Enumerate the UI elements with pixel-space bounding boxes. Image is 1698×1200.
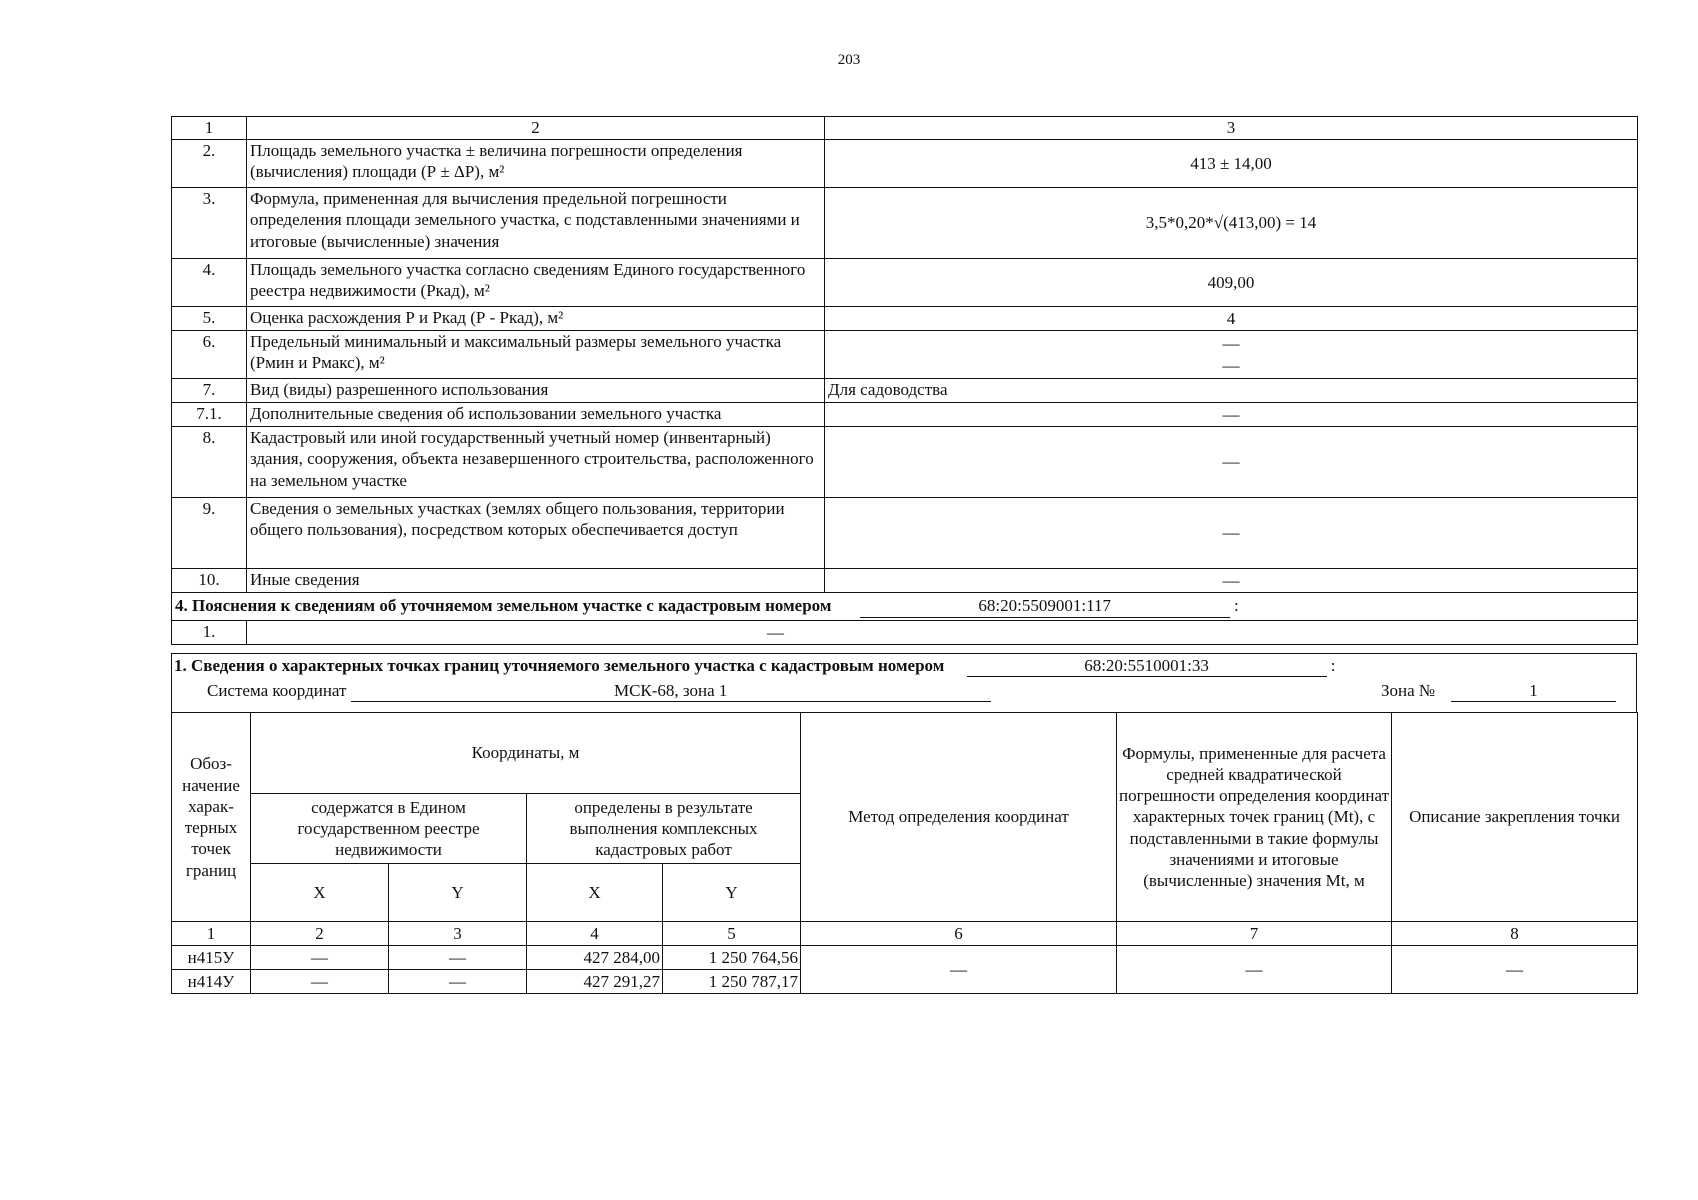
row-value: 4	[825, 307, 1638, 331]
x-header: X	[251, 864, 389, 922]
row-value: —	[825, 427, 1638, 498]
row-number: 9.	[172, 498, 247, 569]
row-value: 409,00	[825, 259, 1638, 307]
row-value: —	[825, 569, 1638, 593]
row-label: Сведения о земельных участках (землях общего пользования, территории общего пользования), посредством которых обеспечивается доступ	[247, 498, 825, 569]
row-number: 5.	[172, 307, 247, 331]
section4-title: 4. Пояснения к сведениям об уточняемом земельном участке с кадастровым номером	[175, 596, 832, 616]
col-number: 6	[801, 922, 1117, 946]
section1-title-row	[171, 656, 1637, 680]
row-label: Вид (виды) разрешенного использования	[247, 379, 825, 403]
coord-system-row	[171, 681, 1637, 707]
coordinates-header: Координаты, м	[251, 713, 801, 794]
table-row	[172, 379, 1638, 403]
parcel-info-table	[171, 116, 1638, 645]
x-egrn: —	[251, 970, 389, 994]
formula-header: Формулы, примененные для расчета средней квадратической погрешности определения координат характерных точек границ (Mt), с подставленными в такие формулы значениями и итоговые (вычисленные) значения Mt, м	[1117, 713, 1392, 922]
y-value: 1 250 764,56	[663, 946, 801, 970]
row-label: Оценка расхождения Р и Ркад (Р - Ркад), м²	[247, 307, 825, 331]
row-number: 2.	[172, 140, 247, 188]
table-row	[172, 946, 1638, 970]
row-number: 4.	[172, 259, 247, 307]
coord-system-label: Система координат	[207, 681, 347, 700]
row-number: 6.	[172, 331, 247, 379]
designation-header: Обоз-начение харак-терных точек границ	[172, 713, 251, 922]
table-row	[172, 140, 1638, 188]
col-header: 2	[247, 117, 825, 140]
y-header: Y	[663, 864, 801, 922]
x-egrn: —	[251, 946, 389, 970]
column-numbers-row	[172, 922, 1638, 946]
max-size-value: —	[1222, 355, 1240, 375]
section4-row	[172, 621, 1638, 645]
row-label: Дополнительные сведения об использовании земельного участка	[247, 403, 825, 427]
row-value: —	[825, 403, 1638, 427]
description-value: —	[1392, 946, 1638, 994]
point-id: н414У	[172, 970, 251, 994]
coord-system-value: МСК-68, зона 1	[351, 681, 991, 702]
section4-title-row	[172, 593, 1638, 621]
zone-value: 1	[1451, 681, 1616, 702]
row-value: —	[247, 621, 1638, 645]
row-value: Для садоводства	[825, 379, 1638, 403]
row-number: 8.	[172, 427, 247, 498]
section1-cadastral-number: 68:20:5510001:33	[967, 656, 1327, 677]
row-number: 3.	[172, 188, 247, 259]
col-number: 7	[1117, 922, 1392, 946]
y-egrn: —	[389, 946, 527, 970]
table-row	[172, 427, 1638, 498]
table-row	[172, 188, 1638, 259]
method-value: —	[801, 946, 1117, 994]
row-label: Площадь земельного участка ± величина погрешности определения (вычисления) площади (Р ± ΔР), м²	[247, 140, 825, 188]
x-value: 427 291,27	[527, 970, 663, 994]
col-header: 1	[172, 117, 247, 140]
row-label: Кадастровый или иной государственный учетный номер (инвентарный) здания, сооружения, объекта незавершенного строительства, расположенного на земельном участке	[247, 427, 825, 498]
table-row	[172, 331, 1638, 379]
row-label: Формула, примененная для вычисления предельной погрешности определения площади земельного участка, с подставленными значениями и итоговые (вычисленные) значения	[247, 188, 825, 259]
section-divider	[171, 653, 1637, 654]
complex-coords-header: определены в результате выполнения комплексных кадастровых работ	[527, 794, 801, 864]
y-header: Y	[389, 864, 527, 922]
section-right-border	[1636, 653, 1637, 712]
col-number: 3	[389, 922, 527, 946]
row-label: Площадь земельного участка согласно сведениям Единого государственного реестра недвижимости (Ркад), м²	[247, 259, 825, 307]
section-left-border	[171, 653, 172, 712]
zone-label: Зона №	[1381, 681, 1436, 700]
page-number: 203	[837, 52, 861, 68]
table-row	[172, 403, 1638, 427]
col-number: 4	[527, 922, 663, 946]
table-row	[172, 259, 1638, 307]
row-label: Предельный минимальный и максимальный размеры земельного участка (Рмин и Рмакс), м²	[247, 331, 825, 379]
formula-value: —	[1117, 946, 1392, 994]
row-number: 7.	[172, 379, 247, 403]
row-label: Иные сведения	[247, 569, 825, 593]
row-number: 1.	[172, 621, 247, 645]
row-number: 10.	[172, 569, 247, 593]
row-value: —	[825, 498, 1638, 569]
col-number: 5	[663, 922, 801, 946]
col-number: 1	[172, 922, 251, 946]
row-value: 3,5*0,20*√(413,00) = 14	[825, 188, 1638, 259]
table-row	[172, 307, 1638, 331]
x-header: X	[527, 864, 663, 922]
boundary-points-table	[171, 712, 1638, 994]
egrn-coords-header: содержатся в Едином государственном реестре недвижимости	[251, 794, 527, 864]
section4-colon: :	[1233, 596, 1239, 616]
row-value	[825, 331, 1638, 379]
table-header-row	[172, 117, 1638, 140]
table-row	[172, 569, 1638, 593]
point-id: н415У	[172, 946, 251, 970]
section4-cadastral-number: 68:20:5509001:117	[860, 595, 1230, 617]
min-size-value: —	[1222, 334, 1240, 354]
section1-title: 1. Сведения о характерных точках границ уточняемого земельного участка с кадастровым номером	[174, 656, 945, 675]
row-number: 7.1.	[172, 403, 247, 427]
section1-colon: :	[1330, 656, 1336, 675]
col-number: 2	[251, 922, 389, 946]
description-header: Описание закрепления точки	[1392, 713, 1638, 922]
method-header: Метод определения координат	[801, 713, 1117, 922]
y-egrn: —	[389, 970, 527, 994]
y-value: 1 250 787,17	[663, 970, 801, 994]
col-header: 3	[825, 117, 1638, 140]
col-number: 8	[1392, 922, 1638, 946]
row-value: 413 ± 14,00	[825, 140, 1638, 188]
table-row	[172, 498, 1638, 569]
x-value: 427 284,00	[527, 946, 663, 970]
